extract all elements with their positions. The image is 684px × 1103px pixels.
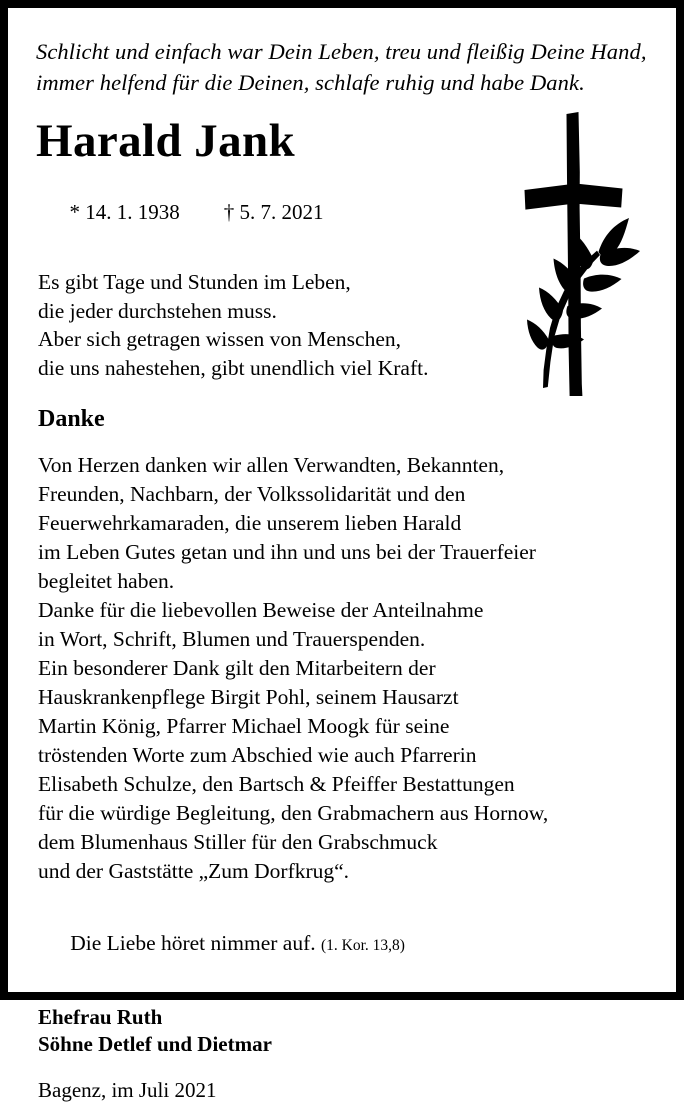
thanks-heading: Danke xyxy=(38,406,105,433)
thanks-body xyxy=(38,451,652,886)
deceased-name: Harald Jank xyxy=(36,115,296,167)
verse-line: die uns nahestehen, gibt unendlich viel Kraft. xyxy=(38,355,429,380)
scripture-text: Die Liebe höret nimmer auf. xyxy=(70,930,321,955)
epitaph xyxy=(36,36,652,98)
thanks-line: tröstenden Worte zum Abschied wie auch Pfarrerin xyxy=(38,742,477,767)
notice-content xyxy=(8,8,676,1103)
thanks-line: Martin König, Pfarrer Michael Moogk für seine xyxy=(38,713,450,738)
thanks-line: Elisabeth Schulze, den Bartsch & Pfeiffer Bestattungen xyxy=(38,771,515,796)
birth-date: * 14. 1. 1938 xyxy=(69,200,180,225)
verse-line: Aber sich getragen wissen von Menschen, xyxy=(38,327,402,352)
thanks-line: Feuerwehrkamaraden, die unserem lieben Harald xyxy=(38,510,462,535)
epitaph-line: immer helfend für die Deinen, schlafe ruhig und habe Dank. xyxy=(36,70,585,95)
scripture-quote xyxy=(38,905,652,982)
thanks-line: Freunden, Nachbarn, der Volkssolidarität und den xyxy=(38,481,466,506)
scripture-reference: (1. Kor. 13,8) xyxy=(321,936,405,954)
signature-block xyxy=(38,1004,652,1058)
verse-line: Es gibt Tage und Stunden im Leben, xyxy=(38,270,351,295)
thanks-line: Ein besonderer Dank gilt den Mitarbeitern der xyxy=(38,655,436,680)
epitaph-line: Schlicht und einfach war Dein Leben, treu und fleißig Deine Hand, xyxy=(36,39,647,64)
thanks-line: in Wort, Schrift, Blumen und Trauerspenden. xyxy=(38,626,426,651)
thanks-line: für die würdige Begleitung, den Grabmachern aus Hornow, xyxy=(38,800,549,825)
thanks-line: im Leben Gutes getan und ihn und uns bei der Trauerfeier xyxy=(38,539,536,564)
signature-line: Ehefrau Ruth xyxy=(38,1005,163,1030)
death-date: † 5. 7. 2021 xyxy=(223,200,324,225)
thanks-line: Hauskrankenpflege Birgit Pohl, seinem Hausarzt xyxy=(38,684,459,709)
thanks-line: und der Gaststätte „Zum Dorfkrug“. xyxy=(38,858,350,883)
place-and-date: Bagenz, im Juli 2021 xyxy=(38,1078,217,1103)
thanks-line: dem Blumenhaus Stiller für den Grabschmuck xyxy=(38,829,438,854)
verse-line: die jeder durchstehen muss. xyxy=(38,298,277,323)
thanks-line: begleitet haben. xyxy=(38,568,175,593)
signature-line: Söhne Detlef und Dietmar xyxy=(38,1032,272,1057)
life-dates xyxy=(38,176,652,248)
memorial-verse xyxy=(38,268,652,382)
thanks-line: Von Herzen danken wir allen Verwandten, Bekannten, xyxy=(38,452,505,477)
thanks-line: Danke für die liebevollen Beweise der Anteilnahme xyxy=(38,597,484,622)
